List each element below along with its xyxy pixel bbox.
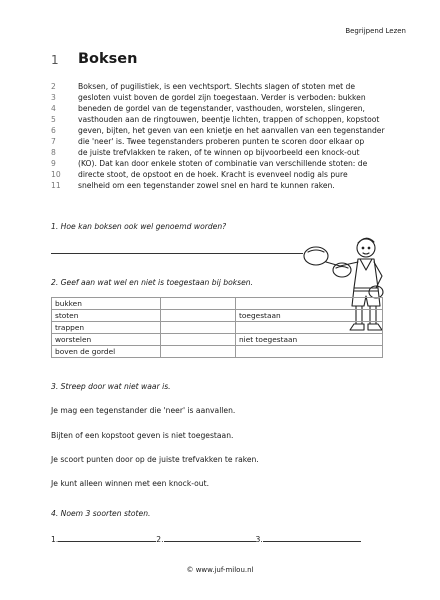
line-text: die 'neer' is. Twee tegenstanders proberen punten te scoren door elkaar op	[78, 137, 365, 146]
passage-line	[51, 114, 379, 125]
line-number: 8	[51, 148, 56, 157]
passage-line	[51, 92, 366, 103]
answer-blank-1[interactable]	[58, 533, 156, 542]
table-row	[52, 298, 383, 310]
table-cell[interactable]	[236, 322, 383, 334]
line-number: 4	[51, 104, 56, 113]
passage-line	[51, 169, 348, 180]
table-cell[interactable]	[161, 322, 236, 334]
statement[interactable]: Bijten of een kopstoot geven is niet toegestaan.	[51, 431, 234, 440]
answer-blanks-q4	[51, 533, 361, 544]
question-3: 3. Streep door wat niet waar is.	[51, 382, 171, 391]
passage-line	[51, 158, 367, 169]
table-cell[interactable]	[161, 334, 236, 346]
line-number: 3	[51, 93, 56, 102]
footer-credit: © www.juf-milou.nl	[186, 566, 254, 574]
line-text: vasthouden aan de ringtouwen, beentje lichten, trappen of schoppen, kopstoot	[78, 115, 380, 124]
line-number: 6	[51, 126, 56, 135]
question-1: 1. Hoe kan boksen ook wel genoemd worden?	[51, 222, 227, 231]
line-text: de juiste trefvlakken te raken, of te winnen op bijvoorbeeld een knock-out	[78, 148, 360, 157]
blank-label-2: 2.	[156, 535, 164, 544]
allowed-table	[51, 297, 383, 358]
blank-label-3: 3.	[255, 535, 263, 544]
line-number: 10	[51, 170, 61, 179]
page-title: Boksen	[78, 51, 138, 67]
table-cell[interactable]	[161, 310, 236, 322]
passage-line	[51, 180, 335, 191]
table-cell: worstelen	[52, 334, 161, 346]
table-cell: bukken	[52, 298, 161, 310]
title-line-number: 1	[51, 53, 59, 67]
line-number: 11	[51, 181, 61, 190]
line-text: gesloten vuist boven de gordel zijn toegestaan. Verder is verboden: bukken	[78, 93, 366, 102]
line-text: directe stoot, de opstoot en de hoek. Kracht is evenveel nodig als pure	[78, 170, 348, 179]
question-4: 4. Noem 3 soorten stoten.	[51, 509, 151, 518]
line-number: 2	[51, 82, 56, 91]
table-row	[52, 322, 383, 334]
statement[interactable]: Je kunt alleen winnen met een knock-out.	[51, 479, 209, 488]
table-cell: boven de gordel	[52, 346, 161, 358]
passage-line	[51, 103, 365, 114]
table-cell[interactable]	[236, 298, 383, 310]
line-text: snelheid om een tegenstander zowel snel en hard te kunnen raken.	[78, 181, 335, 190]
answer-line-q1[interactable]	[51, 253, 303, 254]
table-row	[52, 346, 383, 358]
passage-line	[51, 136, 364, 147]
passage-line	[51, 147, 360, 158]
blank-label-1: 1.	[51, 535, 59, 544]
line-text: geven, bijten, het geven van een knietje en het aanvallen van een tegenstander	[78, 126, 385, 135]
statement[interactable]: Je mag een tegenstander die 'neer' is aanvallen.	[51, 406, 236, 415]
table-cell: toegestaan	[236, 310, 383, 322]
table-cell[interactable]	[161, 298, 236, 310]
table-cell: trappen	[52, 322, 161, 334]
table-cell[interactable]	[236, 346, 383, 358]
line-number: 7	[51, 137, 56, 146]
passage-line	[51, 81, 355, 92]
answer-blank-3[interactable]	[263, 533, 361, 542]
header-subject: Begrijpend Lezen	[345, 27, 406, 35]
line-number: 5	[51, 115, 56, 124]
line-text: beneden de gordel van de tegenstander, vasthouden, worstelen, slingeren,	[78, 104, 365, 113]
line-number: 9	[51, 159, 56, 168]
table-cell[interactable]	[161, 346, 236, 358]
table-row	[52, 310, 383, 322]
line-text: (KO). Dat kan door enkele stoten of combinatie van verschillende stoten: de	[78, 159, 368, 168]
answer-blank-2[interactable]	[164, 533, 256, 542]
table-cell: niet toegestaan	[236, 334, 383, 346]
question-2: 2. Geef aan wat wel en niet is toegestaan bij boksen.	[51, 278, 253, 287]
line-text: Boksen, of pugilistiek, is een vechtsport. Slechts slagen of stoten met de	[78, 82, 356, 91]
passage-line	[51, 125, 385, 136]
table-cell: stoten	[52, 310, 161, 322]
statement[interactable]: Je scoort punten door op de juiste trefvakken te raken.	[51, 455, 259, 464]
table-row	[52, 334, 383, 346]
